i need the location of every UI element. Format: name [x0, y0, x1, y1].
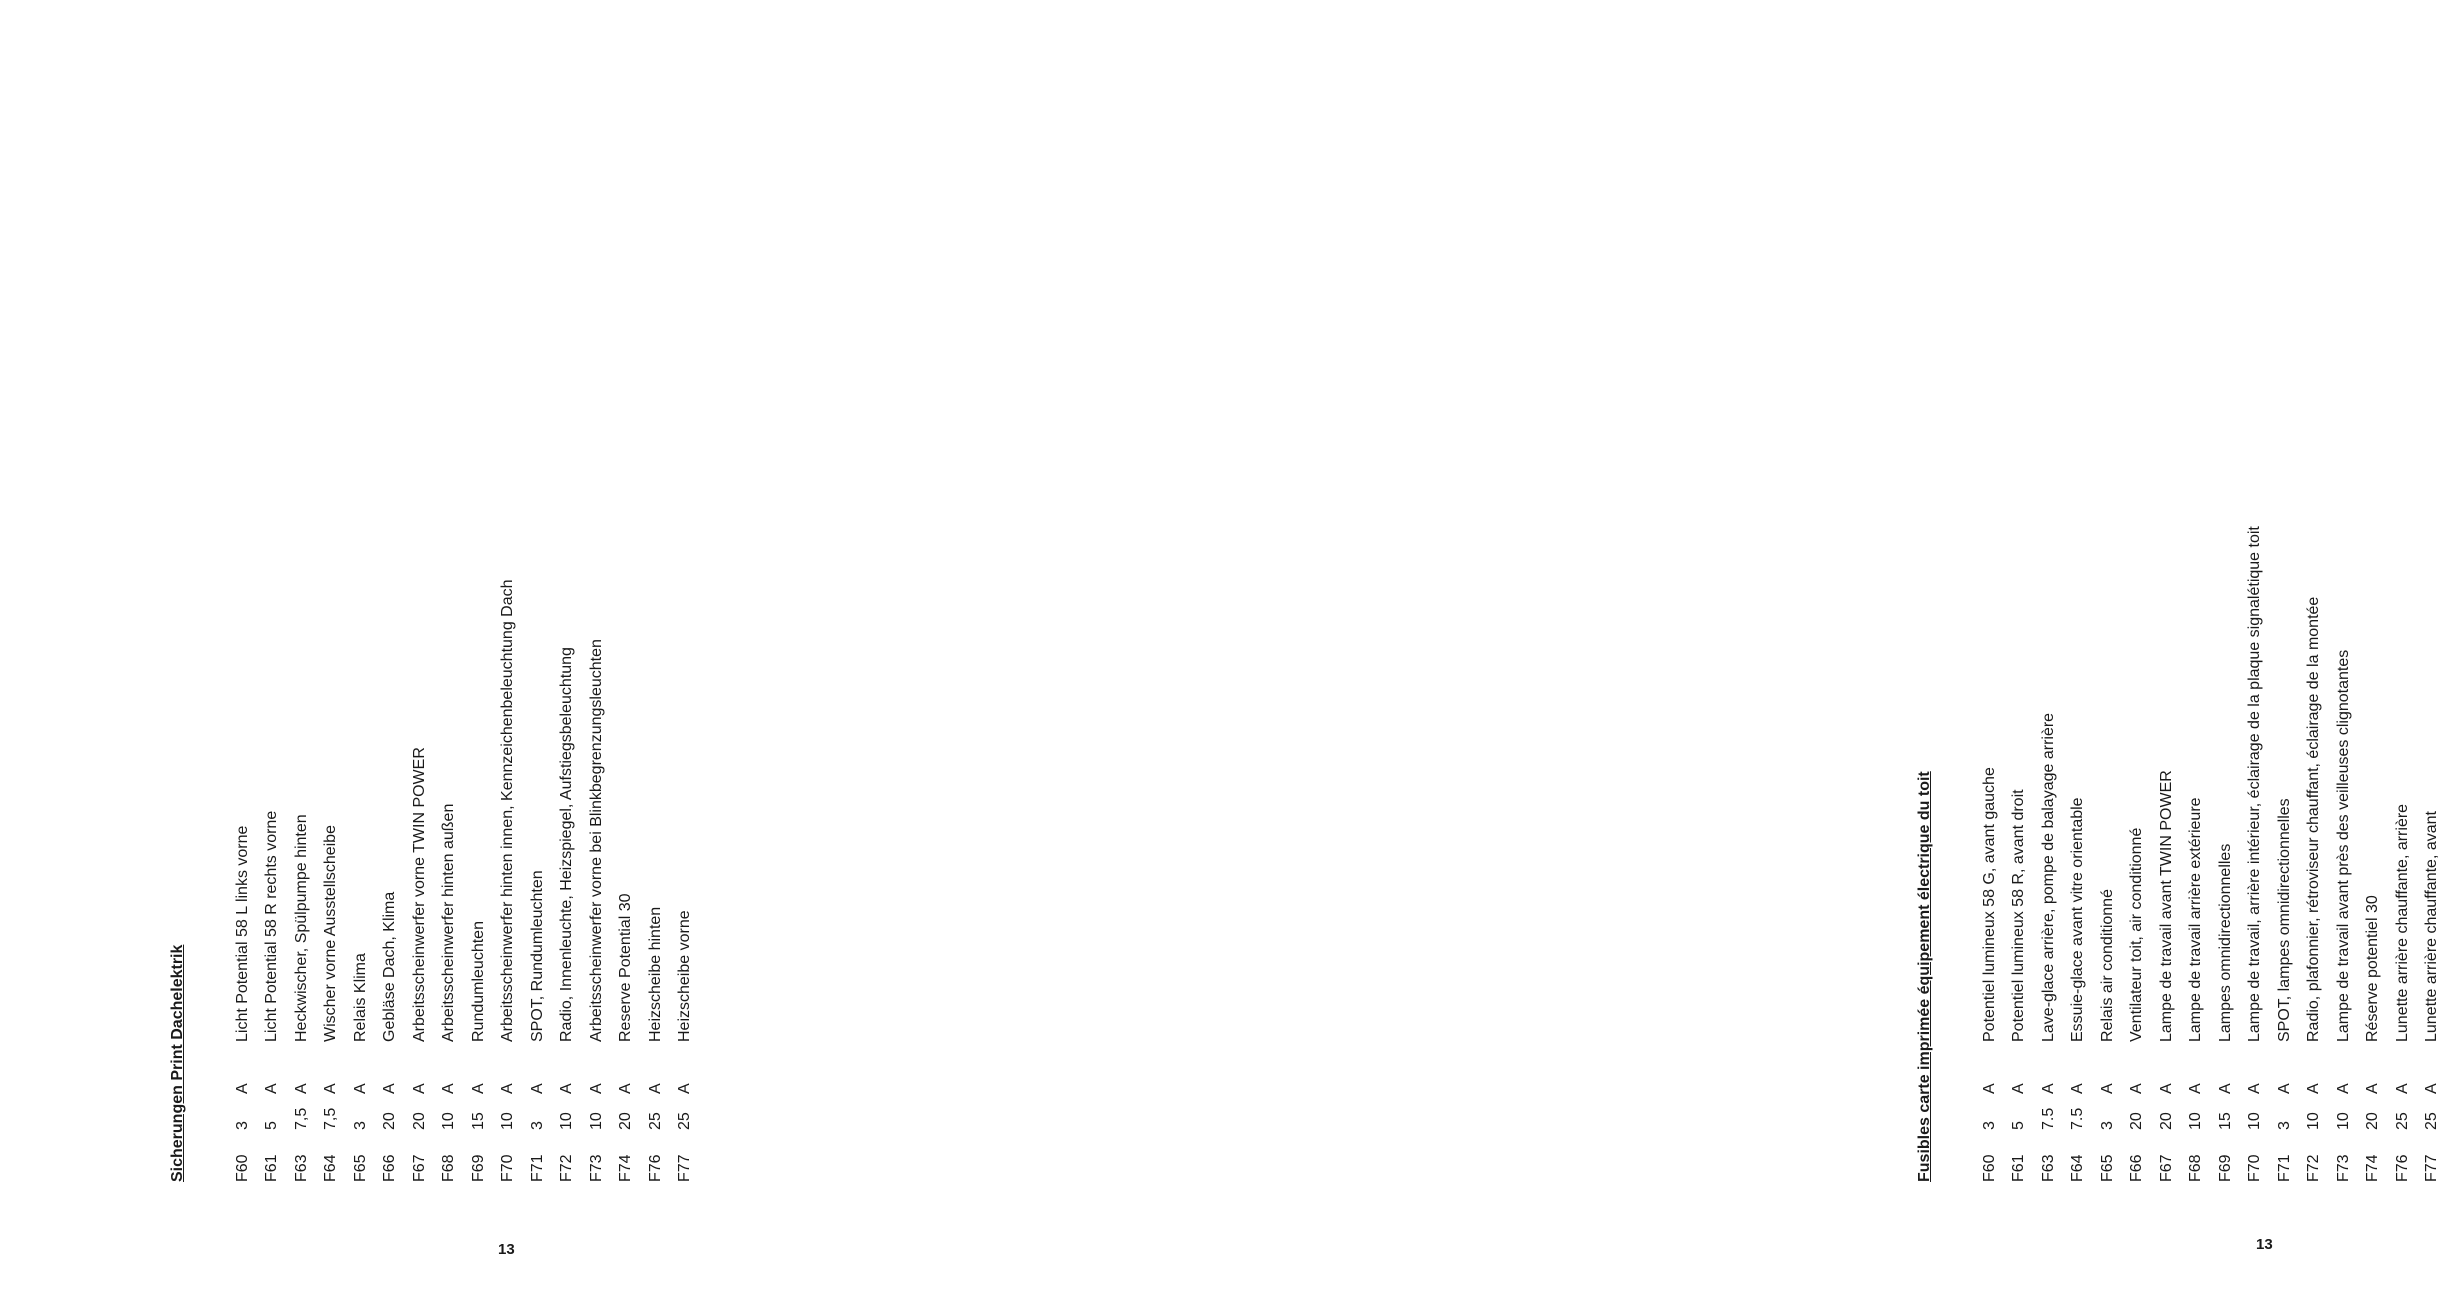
german-fuse-table: [228, 422, 700, 1182]
fuse-amperage: 3: [2275, 1121, 2293, 1130]
german-fuse-section: [168, 422, 700, 1182]
fuse-unit: A: [646, 1083, 664, 1094]
fuse-id: F63: [2039, 1154, 2057, 1182]
fuse-description: Arbeitsscheinwerfer vorne bei Blinkbegrenzungsleuchten: [587, 639, 605, 1042]
fuse-id: F77: [676, 1154, 694, 1182]
fuse-amperage: 15: [2216, 1112, 2234, 1130]
fuse-unit: A: [587, 1083, 605, 1094]
fuse-row: [435, 422, 465, 1182]
fuse-row: [553, 422, 583, 1182]
fuse-amperage: 10: [2305, 1112, 2323, 1130]
fuse-amperage: 25: [2393, 1112, 2411, 1130]
fuse-id: F64: [322, 1154, 340, 1182]
fuse-description: Arbeitsscheinwerfer hinten außen: [440, 803, 458, 1042]
french-fuse-section: [1915, 392, 2447, 1182]
fuse-row: [582, 422, 612, 1182]
fuse-id: F61: [263, 1154, 281, 1182]
fuse-amperage: 3: [351, 1121, 369, 1130]
fuse-unit: A: [2157, 1083, 2175, 1094]
german-section-title: Sicherungen Print Dachelektrik: [169, 944, 186, 1182]
fuse-amperage: 7,5: [322, 1107, 340, 1130]
fuse-id: F69: [469, 1154, 487, 1182]
fuse-row: [376, 422, 406, 1182]
fuse-amperage: 25: [676, 1112, 694, 1130]
fuse-unit: A: [1980, 1083, 1998, 1094]
fuse-amperage: 10: [2246, 1112, 2264, 1130]
fuse-description: Heizscheibe vorne: [676, 910, 694, 1042]
fuse-id: F71: [2275, 1154, 2293, 1182]
fuse-row: [405, 422, 435, 1182]
fuse-unit: A: [233, 1083, 251, 1094]
fuse-id: F73: [2334, 1154, 2352, 1182]
fuse-unit: A: [2275, 1083, 2293, 1094]
fuse-row: [641, 422, 671, 1182]
fuse-amperage: 3: [528, 1121, 546, 1130]
fuse-unit: A: [2305, 1083, 2323, 1094]
french-page-number: 13: [2256, 1236, 2273, 1253]
fuse-id: F71: [528, 1154, 546, 1182]
fuse-unit: A: [2098, 1083, 2116, 1094]
fuse-unit: A: [381, 1083, 399, 1094]
fuse-row: [346, 422, 376, 1182]
fuse-amperage: 25: [646, 1112, 664, 1130]
fuse-amperage: 20: [410, 1112, 428, 1130]
fuse-unit: A: [263, 1083, 281, 1094]
fuse-description: Lampe de travail, arrière intérieur, éclairage de la plaque signalétique toit: [2246, 526, 2264, 1042]
fuse-amperage: 20: [2157, 1112, 2175, 1130]
fuse-description: Radio, plafonnier, rétroviseur chauffant, éclairage de la montée: [2305, 596, 2323, 1042]
fuse-id: F76: [646, 1154, 664, 1182]
fuse-unit: A: [2334, 1083, 2352, 1094]
fuse-description: SPOT, lampes omnidirectionnelles: [2275, 798, 2293, 1042]
fuse-unit: A: [558, 1083, 576, 1094]
fuse-description: Heckwischer, Spülpumpe hinten: [292, 814, 310, 1042]
fuse-id: F66: [381, 1154, 399, 1182]
fuse-id: F67: [410, 1154, 428, 1182]
fuse-unit: A: [2423, 1083, 2441, 1094]
fuse-id: F77: [2423, 1154, 2441, 1182]
fuse-row: [2270, 392, 2300, 1182]
fuse-amperage: 10: [587, 1112, 605, 1130]
fuse-unit: A: [440, 1083, 458, 1094]
fuse-amperage: 3: [2098, 1121, 2116, 1130]
fuse-row: [2182, 392, 2212, 1182]
fuse-unit: A: [2069, 1083, 2087, 1094]
fuse-id: F74: [2364, 1154, 2382, 1182]
fuse-id: F73: [587, 1154, 605, 1182]
german-page-number: 13: [498, 1241, 515, 1258]
fuse-unit: A: [322, 1083, 340, 1094]
fuse-row: [2093, 392, 2123, 1182]
fuse-amperage: 10: [499, 1112, 517, 1130]
fuse-description: Réserve potentiel 30: [2364, 895, 2382, 1042]
fuse-amperage: 7,5: [292, 1107, 310, 1130]
fuse-amperage: 7.5: [2039, 1107, 2057, 1130]
fuse-description: Lave-glace arrière, pompe de balayage arrière: [2039, 712, 2057, 1042]
fuse-row: [2211, 392, 2241, 1182]
fuse-row: [464, 422, 494, 1182]
fuse-description: Radio, Innenleuchte, Heizspiegel, Aufstiegsbeleuchtung: [558, 647, 576, 1042]
fuse-row: [2034, 392, 2064, 1182]
fuse-row: [317, 422, 347, 1182]
fuse-row: [671, 422, 701, 1182]
fuse-id: F60: [1980, 1154, 1998, 1182]
fuse-row: [2388, 392, 2418, 1182]
fuse-id: F72: [2305, 1154, 2323, 1182]
fuse-amperage: 10: [558, 1112, 576, 1130]
fuse-id: F65: [351, 1154, 369, 1182]
fuse-description: Heizscheibe hinten: [646, 906, 664, 1042]
fuse-description: Lampe de travail arrière extérieure: [2187, 797, 2205, 1042]
french-section-title: Fusibles carte imprimée équipement électrique du toit: [1916, 771, 1933, 1182]
fuse-unit: A: [351, 1083, 369, 1094]
fuse-description: Lunette arrière chauffante, arrière: [2393, 803, 2411, 1042]
fuse-id: F70: [2246, 1154, 2264, 1182]
fuse-unit: A: [499, 1083, 517, 1094]
fuse-id: F68: [2187, 1154, 2205, 1182]
fuse-unit: A: [469, 1083, 487, 1094]
fuse-row: [2064, 392, 2094, 1182]
fuse-unit: A: [2216, 1083, 2234, 1094]
fuse-unit: A: [2187, 1083, 2205, 1094]
fuse-id: F60: [233, 1154, 251, 1182]
fuse-description: Lampe de travail avant près des veilleuses clignotantes: [2334, 649, 2352, 1042]
german-page: [0, 0, 912, 1289]
fuse-description: SPOT, Rundumleuchten: [528, 870, 546, 1042]
fuse-unit: A: [2246, 1083, 2264, 1094]
fuse-row: [2123, 392, 2153, 1182]
fuse-description: Lampes omnidirectionnelles: [2216, 843, 2234, 1042]
fuse-description: Relais Klima: [351, 953, 369, 1042]
fuse-amperage: 3: [233, 1121, 251, 1130]
fuse-description: Ventilateur toit, air conditionné: [2128, 827, 2146, 1042]
french-page: [912, 0, 2441, 1289]
fuse-unit: A: [676, 1083, 694, 1094]
fuse-amperage: 3: [1980, 1121, 1998, 1130]
fuse-description: Lunette arrière chauffante, avant: [2423, 811, 2441, 1042]
fuse-row: [2241, 392, 2271, 1182]
fuse-description: Lampe de travail avant TWIN POWER: [2157, 770, 2175, 1042]
fuse-description: Arbeitsscheinwerfer vorne TWIN POWER: [410, 747, 428, 1042]
fuse-amperage: 10: [440, 1112, 458, 1130]
fuse-description: Relais air conditionné: [2098, 889, 2116, 1042]
fuse-id: F74: [617, 1154, 635, 1182]
fuse-description: Potentiel lumineux 58 G, avant gauche: [1980, 767, 1998, 1042]
fuse-description: Essuie-glace avant vitre orientable: [2069, 797, 2087, 1042]
fuse-row: [258, 422, 288, 1182]
fuse-row: [228, 422, 258, 1182]
fuse-description: Gebläse Dach, Klima: [381, 891, 399, 1042]
fuse-description: Potentiel lumineux 58 R, avant droit: [2010, 789, 2028, 1042]
fuse-description: Arbeitsscheinwerfer hinten innen, Kennzeichenbeleuchtung Dach: [499, 579, 517, 1042]
french-fuse-table: [1975, 392, 2447, 1182]
fuse-row: [2418, 392, 2447, 1182]
fuse-unit: A: [528, 1083, 546, 1094]
fuse-row: [494, 422, 524, 1182]
fuse-unit: A: [617, 1083, 635, 1094]
fuse-unit: A: [410, 1083, 428, 1094]
fuse-amperage: 20: [381, 1112, 399, 1130]
fuse-id: F66: [2128, 1154, 2146, 1182]
fuse-description: Wischer vorne Ausstellscheibe: [322, 825, 340, 1042]
fuse-id: F64: [2069, 1154, 2087, 1182]
fuse-row: [2329, 392, 2359, 1182]
fuse-amperage: 20: [2128, 1112, 2146, 1130]
fuse-amperage: 20: [2364, 1112, 2382, 1130]
fuse-amperage: 25: [2423, 1112, 2441, 1130]
fuse-row: [2005, 392, 2035, 1182]
fuse-unit: A: [2128, 1083, 2146, 1094]
fuse-unit: A: [292, 1083, 310, 1094]
fuse-unit: A: [2364, 1083, 2382, 1094]
fuse-row: [2359, 392, 2389, 1182]
fuse-amperage: 7.5: [2069, 1107, 2087, 1130]
fuse-unit: A: [2039, 1083, 2057, 1094]
fuse-amperage: 10: [2187, 1112, 2205, 1130]
fuse-unit: A: [2393, 1083, 2411, 1094]
fuse-amperage: 5: [263, 1121, 281, 1130]
fuse-id: F61: [2010, 1154, 2028, 1182]
fuse-id: F65: [2098, 1154, 2116, 1182]
fuse-id: F76: [2393, 1154, 2411, 1182]
fuse-row: [2300, 392, 2330, 1182]
fuse-amperage: 15: [469, 1112, 487, 1130]
fuse-row: [523, 422, 553, 1182]
fuse-description: Rundumleuchten: [469, 921, 487, 1042]
fuse-unit: A: [2010, 1083, 2028, 1094]
fuse-id: F69: [2216, 1154, 2234, 1182]
fuse-amperage: 20: [617, 1112, 635, 1130]
fuse-row: [612, 422, 642, 1182]
fuse-amperage: 5: [2010, 1121, 2028, 1130]
fuse-description: Reserve Potential 30: [617, 893, 635, 1042]
fuse-id: F72: [558, 1154, 576, 1182]
fuse-id: F70: [499, 1154, 517, 1182]
fuse-id: F68: [440, 1154, 458, 1182]
fuse-row: [287, 422, 317, 1182]
fuse-row: [1975, 392, 2005, 1182]
fuse-description: Licht Potential 58 L links vorne: [233, 825, 251, 1042]
fuse-description: Licht Potential 58 R rechts vorne: [263, 810, 281, 1042]
fuse-id: F63: [292, 1154, 310, 1182]
fuse-amperage: 10: [2334, 1112, 2352, 1130]
fuse-row: [2152, 392, 2182, 1182]
fuse-id: F67: [2157, 1154, 2175, 1182]
